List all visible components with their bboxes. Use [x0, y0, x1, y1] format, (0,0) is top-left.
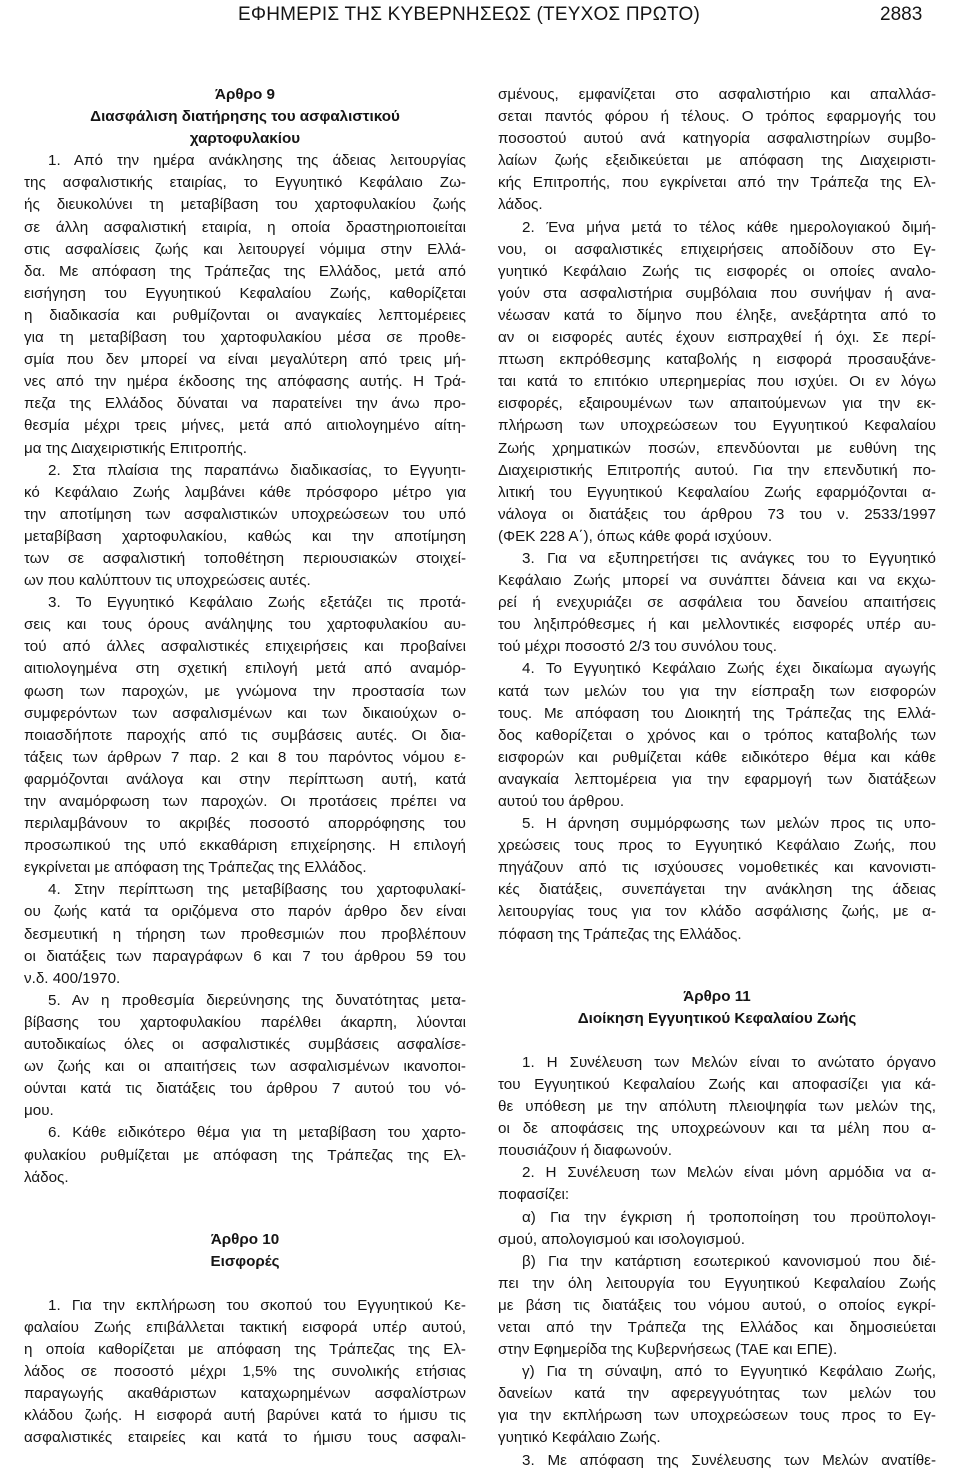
text-line: ν.δ. 400/1970. — [24, 969, 121, 987]
text-line: πει την όλη λειτουργία του Εγγυητικού Κεφαλαίου Ζωής — [498, 1274, 936, 1292]
text-line: πηγάζουν από τις ισχύουσες νομοθετικές και κανονιστι- — [498, 859, 936, 877]
text-line: οι διατάξεις των παραγράφων 6 και 7 του άρθρου 59 του — [24, 947, 466, 965]
text-line: την αποτίμηση των ασφαλιστικών υποχρεώσεων του υπό — [24, 505, 466, 523]
text-line: πτωση εκπρόθεσμης καταβολής η εισφορά προσαυξάνε- — [498, 351, 936, 369]
text-line: λιτική του Εγγυητικού Κεφαλαίου Ζωής εφαρμόζονται α- — [498, 483, 936, 501]
article-11-number: Άρθρο 11 — [683, 987, 751, 1005]
text-line: για την εκπλήρωση των υποχρεώσεων τους προς το Εγ- — [498, 1407, 936, 1425]
text-line: 3. Το Εγγυητικό Κεφάλαιο Ζωής εξετάζει τις προτά- — [48, 594, 466, 612]
text-line: εισήγηση του Εγγυητικού Κεφαλαίου Ζωής, καθορίζεται — [24, 284, 466, 302]
text-line: θε υπόθεση με την απόλυτη πλειοψηφία των μελών της, — [498, 1098, 936, 1116]
text-line: των σε ασφαλιστική τοποθέτηση περιουσιακών στοιχεί- — [24, 549, 466, 567]
text-line: γ) Για τη σύναψη, από το Εγγυητικό Κεφάλαιο Ζωής, — [522, 1363, 936, 1381]
text-line: τάξεις των άρθρων 7 παρ. 2 και 8 του παρόντος νόμου ε- — [24, 748, 466, 766]
text-line: κατά των μελών του για την είσπραξη των εισφορών — [498, 682, 936, 700]
text-line: εισφορών και ρυθμίζεται κάθε ειδικότερο θέμα και κάθε — [498, 748, 936, 766]
text-line: 2. Ένα μήνα μετά το τέλος κάθε ημερολογιακού διμή- — [522, 218, 936, 236]
text-line: νες από την ημέρα έκδοσης της απόφασης αυτής. Η Τρά- — [24, 373, 466, 391]
text-line: εισφορές, εξαιρουμένων των απαιτούμενων για την εκ- — [498, 395, 936, 413]
text-line: Διαχειριστικής Επιτροπής αυτού. Για την επενδυτική πο- — [498, 461, 936, 479]
text-line: για τη μεταβίβαση του χαρτοφυλακίου μέσα σε προθε- — [24, 329, 466, 347]
text-line: κές διατάξεις, συνεπάγεται την ανάκληση της άδειας — [498, 881, 936, 899]
text-line: 3. Με απόφαση της Συνέλευσης των Μελών ανατίθε- — [522, 1451, 936, 1469]
text-line: λάδος. — [24, 1168, 69, 1186]
article-10-number: Άρθρο 10 — [210, 1230, 280, 1248]
text-line: ποσοστού αυτού ανά κατηγορία ασφαλιστηρίων συμβο- — [498, 130, 936, 148]
text-line: δα. Με απόφαση της Τράπεζας της Ελλάδος, μετά από — [24, 262, 466, 280]
text-line: δος καθορίζεται ο χρόνος και ο τρόπος καταβολής των — [498, 726, 936, 744]
text-line: 5. Αν η προθεσμία διερεύνησης της δυνατότητας μετα- — [48, 991, 466, 1009]
text-line: 4. Το Εγγυητικό Κεφάλαιο Ζωής έχει δικαίωμα αγωγής — [522, 660, 936, 678]
text-line: συμφερόντων των ασφαλισμένων και των δικαιούχων ο- — [24, 704, 466, 722]
text-line: αιτιολογημένα στη σχετική επιλογή μετά από αναμόρ- — [24, 660, 466, 678]
text-line: νεται από την Τράπεζα της Ελλάδος και δημοσιεύεται — [498, 1318, 936, 1336]
right-column — [498, 84, 936, 1472]
text-line: λάδος. — [498, 196, 543, 214]
text-line: ων ζωής και οι απαιτήσεις των ασφαλισμένων ικανοποι- — [24, 1058, 466, 1076]
text-line: 1. Από την ημέρα ανάκλησης της άδειας λειτουργίας — [48, 152, 466, 170]
text-line: αυτού του άρθρου. — [498, 793, 625, 810]
text-line: πεζα της Ελλάδος δύναται να παρατείνει την άνω προ- — [24, 395, 466, 413]
text-line: του ληξιπρόθεσμες ή και μελλοντικές εισφορές υπέρ αυ- — [498, 616, 936, 634]
text-line: με βάση τις διατάξεις του νόμου αυτού, ο οποίος εγκρί- — [498, 1296, 936, 1314]
text-line: νέωσαν κατά το δίμηνο που έληξε, ανεξάρτητα από το — [498, 306, 936, 324]
text-line: ής διευκολύνει τη μεταβίβαση του χαρτοφυλακίου ζωής — [24, 196, 466, 214]
text-line: αναγκαία λεπτομέρεια για την εφαρμογή των διατάξεων — [498, 770, 936, 788]
text-line: παραγωγής ακαθάριστων καταχωρημένων ασφαλίστρων — [24, 1385, 466, 1403]
text-line: στις ασφαλίσεις ζωής και λειτουργεί νόμιμα στην Ελλά- — [24, 240, 466, 258]
text-line: 1. Για την εκπλήρωση του σκοπού του Εγγυητικού Κε- — [48, 1296, 466, 1314]
text-line: ου ζωής κατά τα οριζόμενα στο παρόν άρθρο δεν είναι — [24, 903, 466, 921]
text-line: πόφαση της Τράπεζας της Ελλάδος. — [498, 925, 742, 943]
text-line: λάδος σε ποσοστό μέχρι 1,5% της συνολικής ετήσιας — [24, 1363, 466, 1381]
text-line: 3. Για να εξυπηρετήσει τις ανάγκες του το Εγγυητικό — [522, 549, 936, 567]
article-9-number: Άρθρο 9 — [215, 86, 275, 103]
text-line: φυλακίου ρυθμίζεται με απόφαση της Τράπεζας της Ελ- — [24, 1146, 466, 1164]
text-line: ασφαλιστικές εταιρείες και κατά το ήμισυ τους ασφαλι- — [24, 1429, 466, 1447]
text-line: α) Για την έγκριση ή τροποποίηση του προϋπολογι- — [522, 1208, 936, 1226]
text-line: σεται παντός φόρου ή τέλους. Ο τρόπος εφαρμογής του — [498, 108, 936, 126]
text-line: γυητικό Κεφάλαιο Ζωής. — [498, 1429, 661, 1447]
text-line: την αναμόρφωση των παροχών. Οι προτάσεις πρέπει να — [24, 793, 466, 810]
text-line: αν οι εισφορές αυτές έχουν εισπραχθεί ή όχι. Σε περί- — [498, 329, 936, 347]
article-10-continued-body — [498, 84, 936, 946]
text-line: η διαδικασία και ρυθμίζονται οι αναγκαίες λεπτομέρειες — [24, 306, 466, 324]
text-line: β) Για την κατάρτιση εσωτερικού κανονισμού που διέ- — [522, 1252, 936, 1270]
text-line: ούνται κατά τις διατάξεις του άρθρου 7 αυτού του νό- — [24, 1080, 466, 1098]
text-line: της ασφαλιστικής εταιρίας, το Εγγυητικό Κεφάλαιο Ζω- — [24, 174, 466, 192]
text-line: τού μέχρι ποσοστό 2/3 του συνόλου τους. — [498, 638, 777, 656]
text-line: σμού, απολογισμού και ισολογισμού. — [498, 1230, 745, 1248]
text-line: περιλαμβάνουν το ακριβές ποσοστό απορρόφησης του — [24, 815, 466, 833]
text-line: οι δε αποφάσεις της υποχρεώνουν και τα μέλη που α- — [498, 1120, 936, 1138]
text-line: σμένους, εμφανίζεται στο ασφαλιστήριο και απαλλάσ- — [498, 86, 936, 103]
text-line: στην Εφημερίδα της Κυβερνήσεως (ΤΑΕ και ΕΠΕ). — [498, 1341, 838, 1359]
text-line: ρεί ή ενεχυριάζει σε ασφάλεια του δανείου απαιτήσεις — [498, 594, 936, 612]
article-11-body — [498, 1052, 936, 1472]
text-line: τους. Με απόφαση του Διοικητή της Τράπεζας της Ελλά- — [498, 704, 936, 722]
text-line: 5. Η άρνηση συμμόρφωσης των μελών προς τις υπο- — [522, 815, 936, 833]
article-9-body — [24, 150, 466, 1188]
text-line: χρεώσεις τους προς το Εγγυητικό Κεφάλαιο Ζωής, που — [498, 837, 936, 855]
page-number: 2883 — [880, 4, 923, 25]
text-line: νάλογα οι διατάξεις του άρθρου 73 του ν. 2533/1997 — [498, 505, 936, 523]
text-line: θεσμία μέχρι τρεις μήνες, μετά από αιτιολογημένο αίτη- — [24, 417, 466, 435]
text-line: γυητικό Κεφάλαιο Ζωής τις εισφορές οι οποίες αναλο- — [498, 262, 936, 280]
text-line: δανείων κατά την αφερεγγυότητας των μελών του — [498, 1385, 936, 1403]
text-line: εγκρίνεται με απόφαση της Τράπεζας της Ελλάδος. — [24, 859, 367, 877]
text-line: του Εγγυητικού Κεφαλαίου Ζωής και αποφασίζει για κά- — [498, 1075, 936, 1093]
article-10-title: Εισφορές — [210, 1252, 280, 1270]
text-line: (ΦΕΚ 228 Α΄), όπως κάθε φορά ισχύουν. — [498, 527, 773, 545]
article-10-heading — [24, 1229, 466, 1273]
text-line: βίβασης του χαρτοφυλακίου παρέλθει άκαρπη, λύονται — [24, 1013, 466, 1031]
text-line: λαίων ζωής εξειδικεύεται με απόφαση της Διαχειριστι- — [498, 152, 936, 170]
text-line: νου, οι ασφαλιστικές επιχειρήσεις αποδίδουν στο Εγ- — [498, 240, 936, 258]
text-line: Ζωής χρηματικών ποσών, επενδύονται με ευθύνη της — [498, 439, 936, 457]
article-9-title-line-1: Διασφάλιση διατήρησης του ασφαλιστικού — [90, 108, 400, 126]
text-line: κής Επιτροπής, που εγκρίνεται από την Τράπεζα της Ελ- — [498, 174, 936, 192]
article-10-body — [24, 1295, 466, 1450]
article-11-heading — [498, 986, 936, 1030]
text-line: γούν στα ασφαλιστήρια συμβόλαια που συνήψαν ή ανα- — [498, 284, 936, 302]
left-column — [24, 84, 466, 1450]
text-line: μεταβίβαση χαρτοφυλακίου, καθώς και την αποτίμηση — [24, 527, 466, 545]
text-line: μου. — [24, 1102, 54, 1120]
page-header — [0, 0, 960, 30]
text-line: 2. Η Συνέλευση των Μελών είναι μόνη αρμόδια να α- — [522, 1164, 936, 1182]
text-line: σμία που δεν μπορεί να είναι μεγαλύτερη από τρεις μή- — [24, 351, 466, 369]
text-line: φαρμόζονται ανάλογα και στην περίπτωση αυτή, κατά — [24, 770, 466, 788]
text-line: κλάδου ζωής. Η εισφορά αυτή βαρύνει κατά το ήμισυ τις — [24, 1407, 466, 1425]
text-line: φωση των παροχών, με γνώμονα την προστασία των — [24, 682, 466, 700]
text-line: η οποία καθορίζεται με απόφαση της Τράπεζας της Ελ- — [24, 1341, 466, 1359]
text-line: 4. Στην περίπτωση της μεταβίβασης του χαρτοφυλακί- — [48, 881, 466, 899]
text-line: ων που καλύπτουν τις υποχρεώσεις αυτές. — [24, 572, 311, 590]
article-11-title: Διοίκηση Εγγυητικού Κεφαλαίου Ζωής — [577, 1009, 857, 1027]
text-line: σεις και τους όρους ανάληψης του χαρτοφυλακίου αυ- — [24, 616, 466, 634]
text-line: Κεφάλαιο Ζωής μπορεί να συνάπτει δάνεια και να εκχω- — [498, 572, 936, 590]
article-9-heading — [24, 84, 466, 150]
text-line: προσωπικού της υπό εκκαθάριση επιχείρησης. Η επιλογή — [24, 837, 466, 855]
text-line: ποιασδήποτε παροχής από τις συμβάσεις αυτές. Οι δια- — [24, 726, 466, 744]
text-line: πουσιάζουν ή διαφωνούν. — [498, 1142, 672, 1160]
text-line: ται κατά το επιτόκιο υπερημερίας που ισχύει. Οι εν λόγω — [498, 373, 936, 391]
text-line: 6. Κάθε ειδικότερο θέμα για τη μεταβίβαση του χαρτο- — [48, 1124, 466, 1142]
text-line: κό Κεφάλαιο Ζωής λαμβάνει κάθε πρόσφορο μέτρο για — [24, 483, 466, 501]
text-line: 2. Στα πλαίσια της παραπάνω διαδικασίας, το Εγγυητι- — [48, 461, 466, 479]
text-line: αυτοδικαίως όλες οι ασφαλιστικές συμβάσεις ασφαλίσε- — [24, 1036, 466, 1054]
gazette-title: ΕΦΗΜΕΡΙΣ ΤΗΣ ΚΥΒΕΡΝΗΣΕΩΣ (ΤΕΥΧΟΣ ΠΡΩΤΟ) — [238, 4, 701, 25]
text-line: φαλαίου Ζωής επιβάλλεται τακτική εισφορά υπέρ αυτού, — [24, 1318, 466, 1336]
text-line: μα της Διαχειριστικής Επιτροπής. — [24, 439, 247, 457]
article-9-title-line-2: χαρτοφυλακίου — [189, 130, 301, 148]
text-line: τού από άλλες ασφαλιστικές επιχειρήσεις και προβαίνει — [24, 638, 466, 656]
text-line: λειτουργίας τους για τον κλάδο ασφάλισης ζωής, με α- — [498, 903, 936, 921]
text-line: ποφασίζει: — [498, 1186, 570, 1204]
text-line: πλήρωση των υποχρεώσεων του Εγγυητικού Κεφαλαίου — [498, 417, 936, 435]
text-line: δεσμευτική η τήρηση των προθεσμιών που προβλέπουν — [24, 925, 466, 943]
text-line: σε άλλη ασφαλιστική εταιρία, η οποία δραστηριοποιείται — [24, 218, 466, 236]
text-line: 1. Η Συνέλευση των Μελών είναι το ανώτατο όργανο — [522, 1053, 936, 1071]
